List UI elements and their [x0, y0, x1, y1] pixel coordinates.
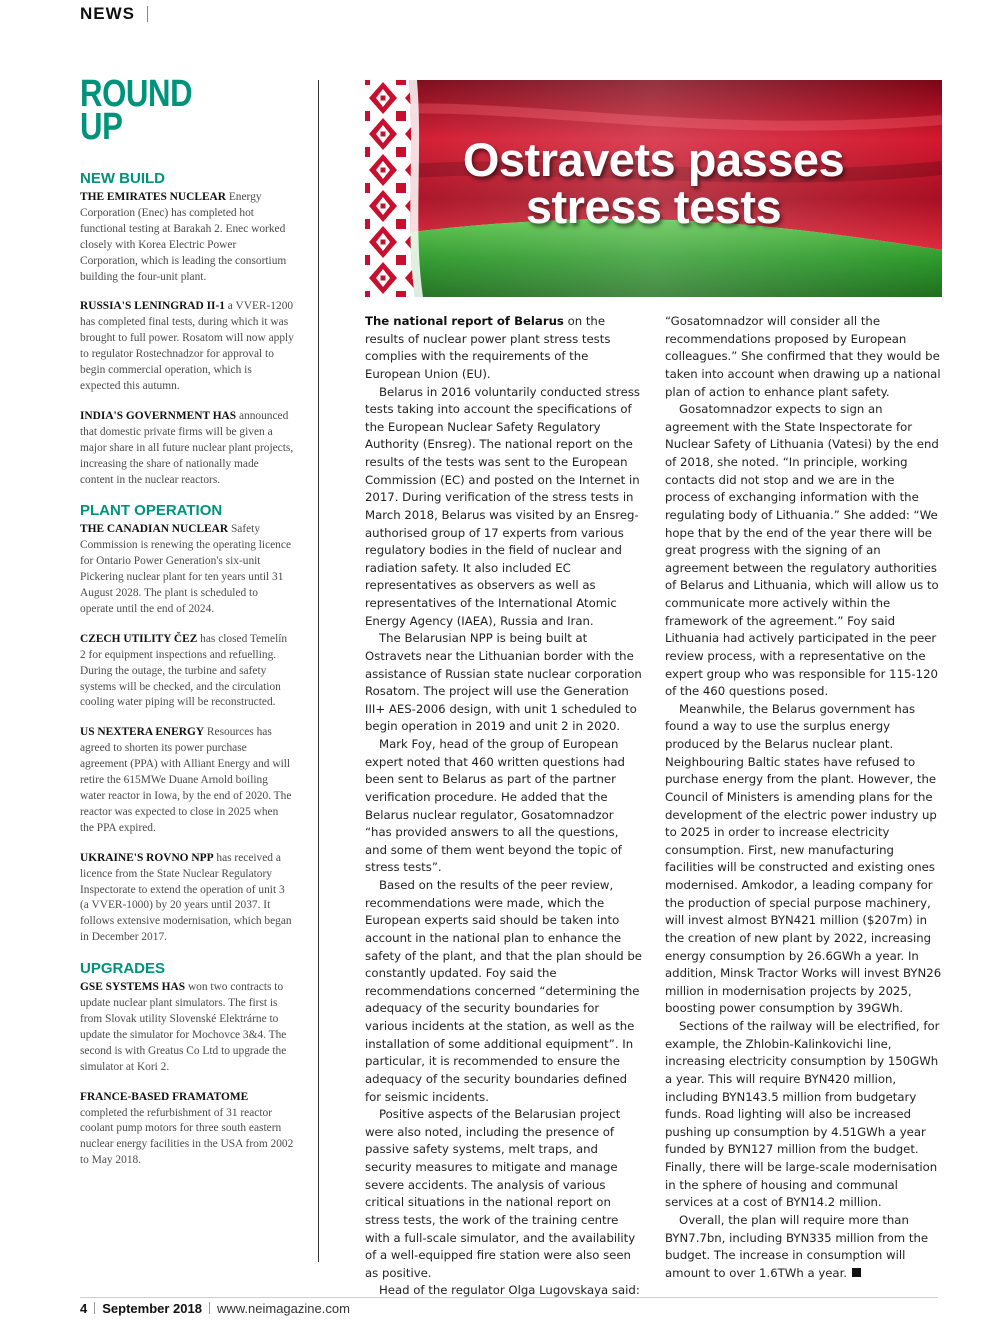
article-lead-rest: on the results of nuclear power plant stress tests complies with the requirements of the European Union (EU).: [365, 314, 611, 381]
news-item-lead: CZECH UTILITY ČEZ: [80, 632, 198, 645]
article-paragraph: Gosatomnadzor expects to sign an agreement with the State Inspectorate for Nuclear Safety of Lithuania (Vatesi) by the end of 2018, she noted. “In principle, working contacts did not stop and we are in the process of exchanging information with the regulating body of Lithuania.” She added: “We hope that by the end of the year there will be great progress with the signing of an agreement between the regulatory authorities of Belarus and Lithuania, which will allow us to communicate more actively within the framework of the agreement.” Foy said Lithuania had actively participated in the peer review process, with a representative on the expert group who was responsible for 115-120 of the 460 questions posed.: [665, 402, 939, 699]
article-paragraph: Based on the results of the peer review, recommendations were made, which the European experts said should be taken into account in the national plan to enhance the safety of the plant, and that the plan should be constantly updated. Foy said the recommendations concerned “determining the adequacy of the security boundaries for various incidents at the station, as well as the installation of some additional equipment”. In particular, it is recommended to ensure the adequacy of the security boundaries defined for seismic incidents.: [365, 878, 642, 1104]
article-paragraph: [365, 313, 643, 384]
footer-rule: [80, 1297, 938, 1298]
news-item: [80, 299, 294, 394]
article-paragraph: Head of the regulator Olga Lugovskaya said:: [379, 1283, 640, 1298]
news-item: [80, 1090, 294, 1170]
hero-image: [365, 80, 942, 297]
footer-divider: [209, 1302, 210, 1314]
article-paragraph: Belarus in 2016 voluntarily conducted stress tests taking into account the specifications of the European Nuclear Safety Regulatory Authority (Ensreg). The national report on the results of the tests was sent to the European Commission (EC) and posted on the Internet in 2017. During verification of the stress tests in March 2018, Belarus was visited by an Ensreg-authorised group of 17 experts from various regulatory bodies in the field of nuclear and radiation safety. It also included EC representatives as observers as well as representatives of the International Atomic Energy Agency (IAEA), Russia and Iran.: [365, 384, 640, 628]
article-final-text: Overall, the plan will require more than BYN7.7bn, including BYN335 million from the budget. The increase in consumption will amount to over 1.6TWh a year.: [665, 1212, 929, 1280]
header-divider: [147, 6, 148, 22]
section-label: NEWS: [80, 4, 135, 23]
news-item-lead: THE EMIRATES NUCLEAR: [80, 191, 226, 203]
article-paragraph: Mark Foy, head of the group of European expert noted that 460 written questions had been sent to Belarus as part of the partner verification procedure. He added that the Belarus nuclear regulator, Gosatomnadzor “has provided answers to all the questions, and some of them went beyond the topic of stress tests”.: [365, 737, 625, 875]
section-heading-new-build: NEW BUILD: [80, 170, 165, 187]
news-item-text: has received a licence from the State Nuclear Regulatory Inspectorate to extend the operation of unit 3 (a VVER-1000) by 20 years until 2037. It follows extensive modernisation, which began in December 2017.: [80, 851, 292, 944]
news-item-text: Energy Corporation (Enec) has completed hot functional testing at Barakah 2. Enec worked closely with Korea Electric Power Corporation, which is leading the consortium building the four-unit plant.: [80, 191, 287, 283]
news-item-text: has closed Temelín 2 for equipment inspections and refuelling. During the outage, the turbine and safety systems will be checked, and the circulation cooling water piping will be reconstructed.: [80, 632, 288, 709]
news-item-lead: US NEXTERA ENERGY: [80, 726, 205, 739]
headline-line1: Ostravets passes: [462, 133, 845, 186]
article-headline: [365, 133, 942, 233]
article-lead: The national report of Belarus: [365, 314, 564, 328]
news-item-text: announced that domestic private firms will be given a major share in all future nuclear plant projects, increasing the share of nationally made content in the nuclear reactors.: [80, 409, 294, 486]
news-item: [80, 851, 294, 946]
roundup-title-line1: ROUND: [80, 73, 193, 115]
news-item-lead: GSE SYSTEMS HAS: [80, 981, 186, 994]
footer-divider: [94, 1302, 95, 1314]
article-paragraph: Meanwhile, the Belarus government has found a way to use the surplus energy produced by the Belarus nuclear plant. Neighbouring Baltic states have refused to purchase energy from the plant. However, the Council of Ministers is amending plans for the development of the electric power industry up to 2025 in order to increase electricity consumption. First, new manufacturing facilities will be constructed and existing ones modernised. Amkodor, a leading company for the production of special purpose machinery, will invest almost BYN421 million ($207m) in the creation of new plant by 2022, increasing energy consumption by 26.6GWh a year. In addition, Minsk Tractor Works will invest BYN26 million in modernisation projects by 2025, boosting power consumption by 39GWh.: [665, 701, 942, 1016]
news-item-lead: THE CANADIAN NUCLEAR: [80, 523, 229, 536]
news-item: [80, 725, 294, 836]
news-item-lead: RUSSIA'S LENINGRAD II-1: [80, 300, 225, 313]
news-item: [80, 190, 294, 285]
news-item: [80, 632, 294, 712]
article-column-2: [665, 313, 943, 1282]
news-item: [80, 980, 294, 1075]
website-link[interactable]: www.neimagazine.com: [216, 1301, 350, 1316]
news-item-lead: UKRAINE'S ROVNO NPP: [80, 851, 214, 864]
news-item-text: won two contracts to update nuclear plant simulators. The first is from Slovak utility Slovenské Elektrárne to update the simulator for Mochovce 3&4. The second is with Greatus Co Ltd to upgrade the simulator at Kori 2.: [80, 981, 287, 1073]
news-item-text: completed the refurbishment of 31 reactor coolant pump motors for three south eastern nuclear energy facilities in the USA from 2002 to May 2018.: [80, 1106, 294, 1167]
news-item-text: Safety Commission is renewing the operating licence for Ontario Power Generation's six-unit Pickering nuclear plant for ten years until 31 August 2028. The plant is scheduled to operate until the end of 2024.: [80, 523, 291, 615]
news-item: [80, 522, 294, 617]
issue-date: September 2018: [102, 1301, 202, 1316]
article-paragraph-final: [665, 1212, 943, 1283]
news-item: [80, 409, 294, 489]
news-item-text: a VVER-1200 has completed final tests, during which it was brought to full power. Rosatom will now apply to regulator Rostechnadzor for approval to begin commercial operation, which is expected this autumn.: [80, 300, 294, 392]
news-item-lead: INDIA'S GOVERNMENT HAS: [80, 409, 237, 422]
roundup-sidebar: [80, 170, 294, 1183]
news-item-text: Resources has agreed to shorten its power purchase agreement (PPA) with Alliant Energy and will retire the 615MWe Duane Arnold boiling water reactor in Iowa, by the end of 2020. The reactor was expected to close in 2025 when the PPA expired.: [80, 726, 292, 834]
article-column-1: [365, 313, 643, 1300]
end-of-article-icon: [852, 1268, 861, 1277]
column-divider: [318, 80, 319, 1262]
section-heading-upgrades: UPGRADES: [80, 960, 166, 978]
roundup-title-line2: UP: [80, 106, 123, 148]
article-paragraph: Positive aspects of the Belarusian project were also noted, including the presence of passive safety systems, melt traps, and security measures to mitigate and manage severe accidents. The analysis of various critical situations in the national report on stress tests, the work of the training centre with a full-scale simulator, and the availability of a well-equipped fire station were also seen as positive.: [365, 1107, 636, 1280]
news-item-lead: FRANCE-BASED FRAMATOME: [80, 1090, 249, 1103]
roundup-title: [80, 73, 193, 148]
article-paragraph: Sections of the railway will be electrified, for example, the Zhlobin-Kalinkovichi line, increasing electricity consumption by 150GWh a year. This will require BYN420 million, including BYN143.5 million from budgetary funds. Road lighting will also be increased pushing up consumption by 4.51GWh a year funded by BYN127 million from the budget. Finally, there will be large-scale modernisation in the sphere of housing and communal services at a cost of BYN14.2 million.: [665, 1019, 940, 1210]
page-number: 4: [80, 1301, 88, 1316]
page-footer: [80, 1301, 350, 1316]
article-paragraph: “Gosatomnadzor will consider all the recommendations proposed by European colleagues.” She confirmed that they would be taken into account when drawing up a national plan of action to enhance plant safety.: [665, 314, 941, 399]
article-paragraph: The Belarusian NPP is being built at Ostravets near the Lithuanian border with the assistance of Russian state nuclear corporation Rosatom. The project will use the Generation III+ AES-2006 design, with unit 1 scheduled to begin operation in 2019 and unit 2 in 2020.: [365, 631, 642, 734]
headline-line2: stress tests: [525, 180, 782, 233]
section-heading-plant-operation: PLANT OPERATION: [80, 502, 223, 520]
